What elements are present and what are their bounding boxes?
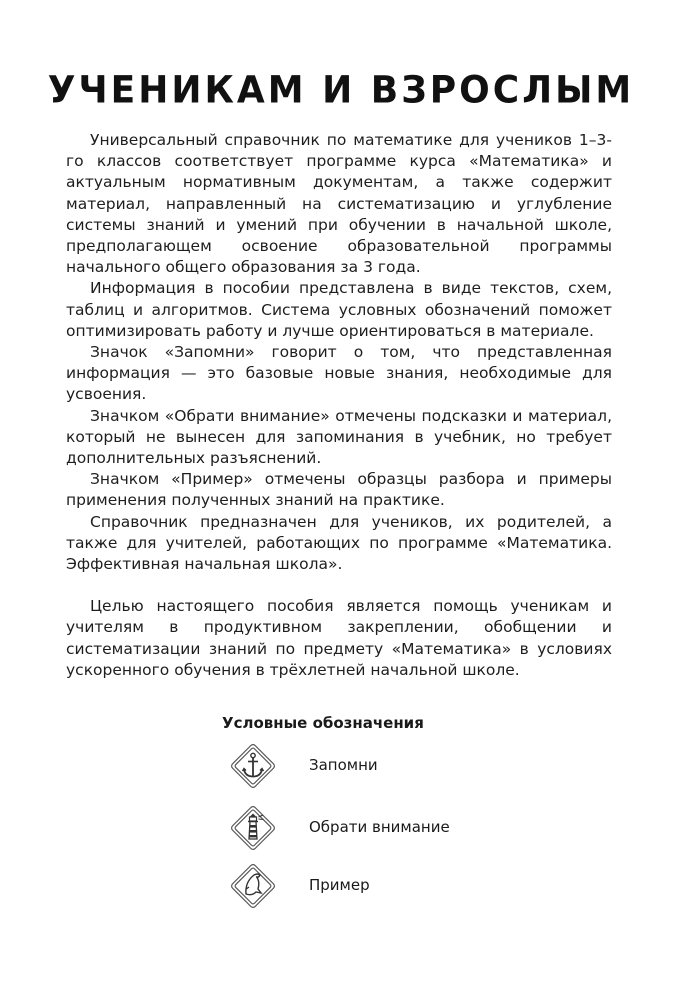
legend-label: Запомни	[309, 756, 378, 774]
page-title: УЧЕНИКАМ И ВЗРОСЛЫМ	[47, 68, 635, 113]
legend-item-attention	[225, 800, 525, 858]
paragraph: Значком «Обрати внимание» отмечены подсказки и материал, который не вынесен для запоминания в учебник, но требует дополнительных разъяснений.	[66, 406, 612, 468]
body-text	[66, 130, 612, 681]
legend-item-remember	[225, 738, 525, 796]
paragraph: Значком «Пример» отмечены образцы разбора и примеры применения полученных знаний на практике.	[66, 470, 612, 510]
paragraph: Целью настоящего пособия является помощь ученикам и учителям в продуктивном закреплении, обобщении и систематизации знаний по предмету «Математика» в условиях ускоренного обучения в трёхлетней начальной школе.	[66, 597, 612, 679]
anchor-icon	[225, 738, 281, 794]
paragraph: Значок «Запомни» говорит о том, что представленная информация — это базовые новые знания, необходимые для усвоения.	[66, 343, 612, 404]
legend-label: Пример	[309, 876, 370, 894]
paragraph: Универсальный справочник по математике для учеников 1–3-го классов соответствует программе курса «Математика» и актуальным нормативным документам, а также содержит материал, направленный на систематизацию и углубление системы знаний и умений при обучении в начальной школе, предполагающем освоение образовательной программы начального общего образования за 3 года.	[66, 131, 612, 277]
legend-item-example	[225, 858, 525, 916]
legend-title: Условные обозначения	[222, 714, 424, 732]
legend-label: Обрати внимание	[309, 818, 450, 836]
paragraph: Справочник предназначен для учеников, их родителей, а также для учителей, работающих по программе «Математика. Эффективная начальная школа».	[66, 512, 612, 574]
lighthouse-icon	[225, 800, 281, 856]
paragraph: Информация в пособии представлена в виде текстов, схем, таблиц и алгоритмов. Система условных обозначений поможет оптимизировать работу и лучше ориентироваться в материале.	[66, 279, 612, 340]
dolphin-icon	[225, 858, 281, 914]
